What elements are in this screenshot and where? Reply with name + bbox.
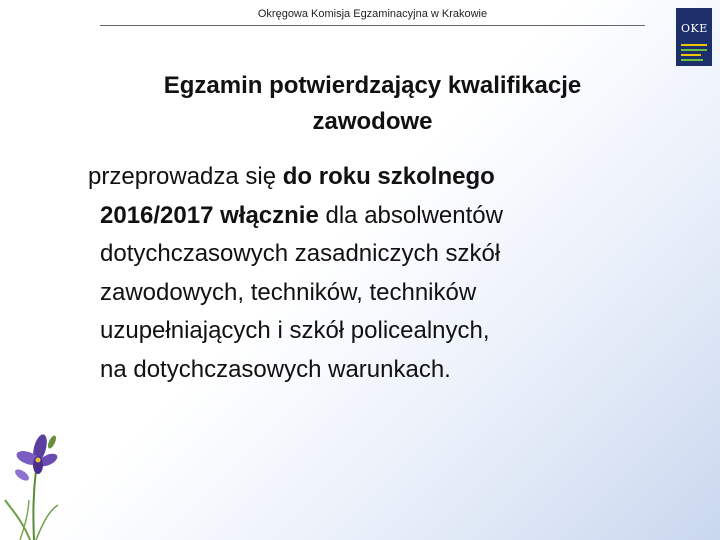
logo-band <box>681 59 703 61</box>
body-line-3: dotychczasowych zasadniczych szkół <box>100 240 501 267</box>
logo-mark: OKE <box>681 22 708 35</box>
logo-band <box>681 54 701 56</box>
title-line-1: Egzamin potwierdzający kwalifikacje <box>163 72 582 99</box>
body-line-1-bold: do roku szkolnego <box>282 163 495 190</box>
header-divider <box>100 25 645 26</box>
body-line-4: zawodowych, techników, techników <box>100 278 477 306</box>
body-line-6: na dotychczasowych warunkach. <box>100 355 451 383</box>
logo-band <box>681 49 707 51</box>
body-paragraph <box>88 158 620 389</box>
body-line-2-bold: 2016/2017 włącznie <box>100 201 319 229</box>
body-line-2 <box>100 197 620 236</box>
title-line-2: zawodowe <box>312 108 433 135</box>
iris-flower-decoration <box>0 420 80 540</box>
body-line-5: uzupełniających i szkół policealnych, <box>100 317 490 344</box>
body-line-1-normal: przeprowadza się <box>88 163 283 190</box>
header-organization: Okręgowa Komisja Egzaminacyjna w Krakowie <box>257 8 488 20</box>
oke-logo <box>676 8 712 66</box>
slide-title <box>100 68 645 140</box>
body-line-2-normal: dla absolwentów <box>318 201 503 229</box>
body-line-1 <box>88 158 620 197</box>
logo-band <box>681 44 707 46</box>
